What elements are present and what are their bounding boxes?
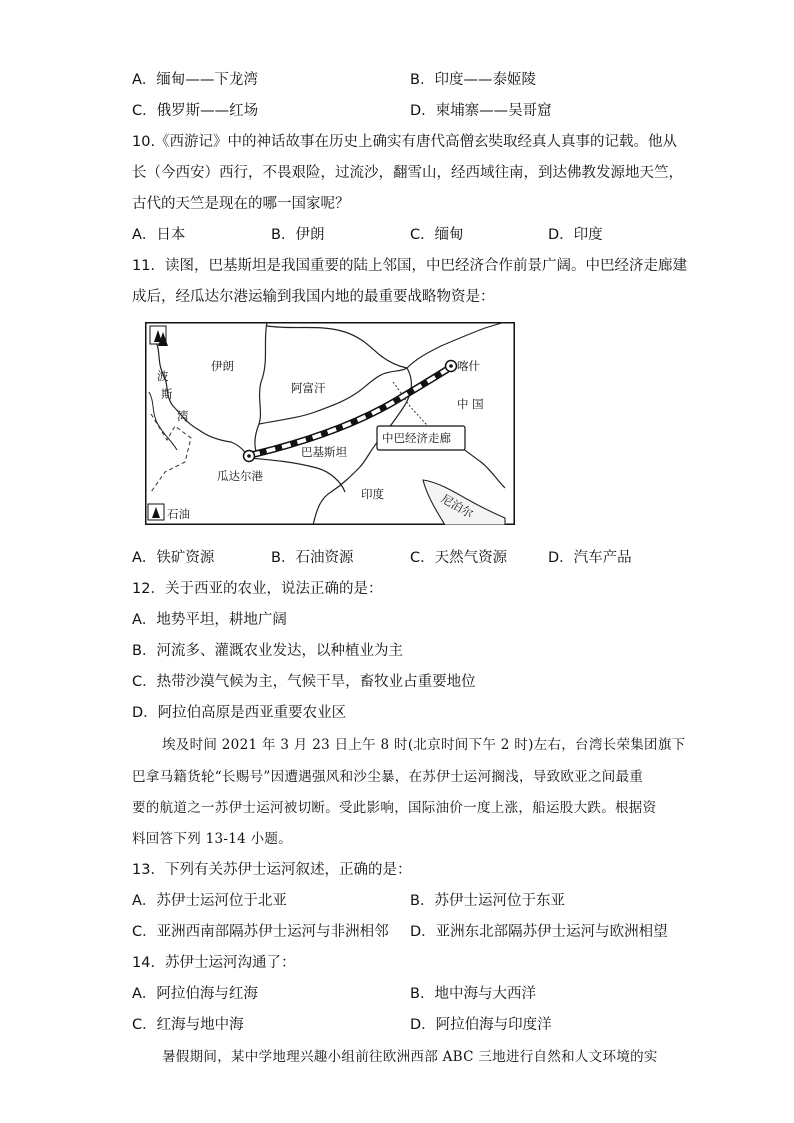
q9-option-d[interactable]: D．柬埔寨——吴哥窟 [410, 103, 552, 119]
q11-stem-line: 11．读图，巴基斯坦是我国重要的陆上邻国，中巴经济合作前景广阔。中巴经济走廊建 [132, 258, 687, 274]
q12-option-c[interactable]: C．热带沙漠气候为主，气候干旱，畜牧业占重要地位 [132, 674, 476, 690]
passage-line: 料回答下列 13-14 小题。 [132, 831, 293, 847]
q9-option-b[interactable]: B．印度——泰姬陵 [410, 72, 536, 88]
pakistan-china-corridor-map [145, 322, 515, 525]
q10-stem-line: 古代的天竺是现在的哪一国家呢？ [132, 196, 350, 212]
label-afghanistan: 阿富汗 [291, 381, 326, 395]
q13-stem: 13．下列有关苏伊士运河叙述，正确的是： [132, 862, 412, 878]
q14-stem: 14．苏伊士运河沟通了： [132, 955, 296, 971]
q9-option-c[interactable]: C．俄罗斯——红场 [132, 103, 259, 119]
q12-stem: 12．关于西亚的农业，说法正确的是： [132, 581, 383, 597]
oil-icon [148, 504, 164, 520]
passage-line: 要的航道之一苏伊士运河被切断。受此影响，国际油价一度上涨，船运股大跌。根据资 [132, 800, 657, 816]
q10-option-c[interactable]: C．缅甸 [410, 227, 464, 243]
q14-option-c[interactable]: C．红海与地中海 [132, 1017, 244, 1033]
q13-option-c[interactable]: C．亚洲西南部隔苏伊士运河与非洲相邻 [132, 924, 389, 940]
q11-option-c[interactable]: C．天然气资源 [410, 550, 508, 566]
next-passage-line: 暑假期间，某中学地理兴趣小组前往欧洲西部 ABC 三地进行自然和人文环境的实 [162, 1049, 658, 1065]
q10-stem-line: 10.《西游记》中的神话故事在历史上确实有唐代高僧玄奘取经真人真事的记载。他从 [132, 134, 678, 150]
q11-option-d[interactable]: D．汽车产品 [548, 550, 632, 566]
label-corridor: 中巴经济走廊 [382, 431, 451, 445]
q11-stem-line: 成后，经瓜达尔港运输到我国内地的最重要战略物资是： [132, 289, 495, 305]
q10-option-b[interactable]: B．伊朗 [271, 227, 325, 243]
label-persian-gulf: 波 [157, 369, 169, 383]
label-gwadar-port: 瓜达尔港 [217, 469, 263, 483]
label-nepal: 尼泊尔 [438, 491, 476, 521]
label-iran: 伊朗 [211, 359, 234, 373]
label-china: 中 国 [457, 397, 484, 411]
label-persian-gulf: 湾 [177, 409, 189, 423]
legend-oil-label: 石油 [167, 507, 190, 521]
label-india: 印度 [361, 487, 384, 501]
q11-option-b[interactable]: B．石油资源 [271, 550, 354, 566]
q11-option-a[interactable]: A．铁矿资源 [132, 550, 215, 566]
q14-option-b[interactable]: B．地中海与大西洋 [410, 986, 536, 1002]
q14-option-a[interactable]: A．阿拉伯海与红海 [132, 986, 258, 1002]
q12-option-a[interactable]: A．地势平坦，耕地广阔 [132, 612, 287, 628]
q9-option-a[interactable]: A．缅甸——下龙湾 [132, 72, 258, 88]
q12-option-b[interactable]: B．河流多、灌溉农业发达，以种植业为主 [132, 643, 403, 659]
q13-option-b[interactable]: B．苏伊士运河位于东亚 [410, 893, 565, 909]
q13-option-a[interactable]: A．苏伊士运河位于北亚 [132, 893, 287, 909]
label-kashgar: 喀什 [457, 359, 480, 373]
q14-option-d[interactable]: D．阿拉伯海与印度洋 [410, 1017, 552, 1033]
q10-option-a[interactable]: A．日本 [132, 227, 186, 243]
label-pakistan: 巴基斯坦 [301, 445, 347, 459]
q13-option-d[interactable]: D．亚洲东北部隔苏伊士运河与欧洲相望 [410, 924, 668, 940]
q12-option-d[interactable]: D．阿拉伯高原是西亚重要农业区 [132, 705, 347, 721]
passage-line: 埃及时间 2021 年 3 月 23 日上午 8 时(北京时间下午 2 时)左右，台湾长荣集团旗下 [162, 737, 686, 753]
q10-option-d[interactable]: D．印度 [548, 227, 603, 243]
passage-line: 巴拿马籍货轮“长赐号”因遭遇强风和沙尘暴，在苏伊士运河搁浅，导致欧亚之间最重 [132, 769, 644, 785]
q10-stem-line: 长（今西安）西行，不畏艰险，过流沙，翻雪山，经西域往南，到达佛教发源地天竺， [132, 165, 683, 181]
label-persian-gulf: 斯 [161, 387, 173, 401]
